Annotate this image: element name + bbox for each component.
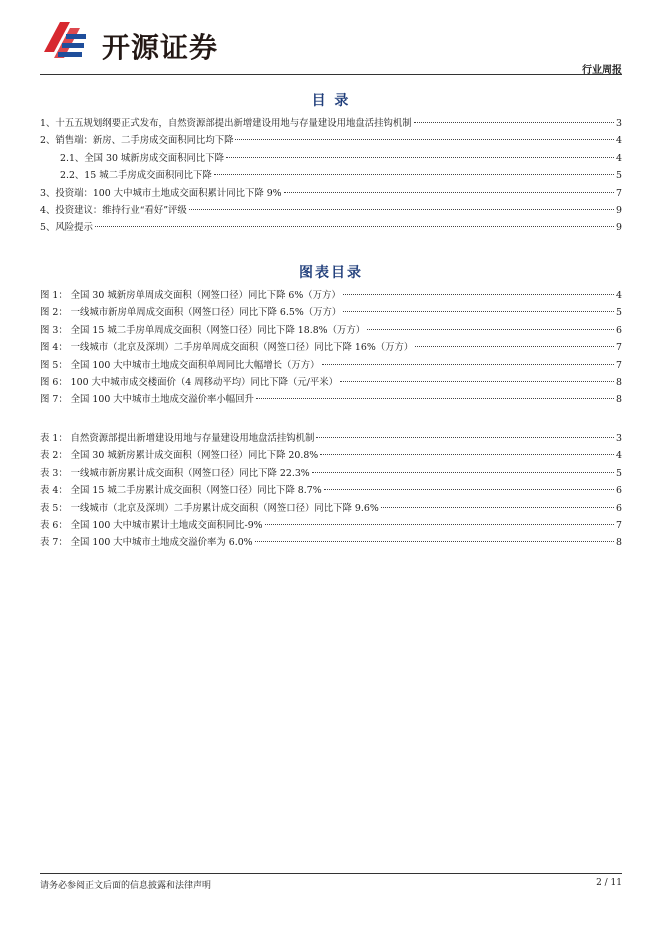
dot-leader xyxy=(189,209,614,210)
toc-list xyxy=(40,115,622,237)
dot-leader xyxy=(322,364,615,365)
toc-entry[interactable] xyxy=(40,132,622,149)
toc-entry[interactable] xyxy=(40,391,622,408)
dot-leader xyxy=(95,226,614,227)
toc-entry[interactable] xyxy=(40,482,622,499)
entry-title[interactable]: 图 7： 全国 100 大中城市土地成交溢价率小幅回升 xyxy=(40,394,254,406)
toc-title: 目 录 xyxy=(311,93,351,109)
entry-page-number[interactable]: 5 xyxy=(616,170,622,182)
entry-page-number[interactable]: 4 xyxy=(616,135,622,147)
entry-page-number[interactable]: 3 xyxy=(616,433,622,444)
entry-page-number[interactable]: 5 xyxy=(616,307,622,319)
toc-entry[interactable] xyxy=(40,185,622,202)
entry-title[interactable]: 图 1： 全国 30 城新房单周成交面积（网签口径）同比下降 6%（万方） xyxy=(40,290,341,301)
dot-leader xyxy=(381,507,614,508)
toc-entry[interactable] xyxy=(40,339,622,356)
toc-entry[interactable] xyxy=(40,357,622,374)
entry-page-number[interactable]: 8 xyxy=(616,394,622,406)
figures-title: 图表目录 xyxy=(299,265,363,281)
toc-entry[interactable] xyxy=(40,115,622,132)
footer-disclaimer: 请务必参阅正文后面的信息披露和法律声明 xyxy=(40,881,212,891)
dot-leader xyxy=(324,489,614,490)
dot-leader xyxy=(284,192,614,193)
dot-leader xyxy=(265,524,614,525)
entry-page-number[interactable]: 8 xyxy=(616,376,622,388)
toc-entry[interactable] xyxy=(40,430,622,447)
toc-entry[interactable] xyxy=(40,150,622,167)
entry-page-number[interactable]: 4 xyxy=(616,152,622,164)
entry-page-number[interactable]: 6 xyxy=(616,324,622,336)
toc-entry[interactable] xyxy=(40,202,622,219)
entry-page-number[interactable]: 9 xyxy=(616,204,622,216)
kaiyuan-logo-icon xyxy=(40,18,90,64)
dot-leader xyxy=(256,398,614,399)
header-divider xyxy=(40,74,622,75)
dot-leader xyxy=(255,541,614,542)
toc-entry[interactable] xyxy=(40,167,622,184)
entry-title[interactable]: 图 3： 全国 15 城二手房单周成交面积（网签口径）同比下降 18.8%（万方） xyxy=(40,324,366,336)
toc-entry[interactable] xyxy=(40,500,622,517)
figure-list xyxy=(40,287,622,409)
entry-page-number[interactable]: 4 xyxy=(616,450,622,462)
entry-page-number[interactable]: 7 xyxy=(616,359,622,371)
entry-title[interactable]: 表 3： 一线城市新房累计成交面积（网签口径）同比下降 22.3% xyxy=(40,467,310,479)
entry-title[interactable]: 表 2： 全国 30 城新房累计成交面积（网签口径）同比下降 20.8% xyxy=(40,450,319,462)
dot-leader xyxy=(343,311,614,312)
entry-title[interactable]: 2.2、15 城二手房成交面积同比下降 xyxy=(60,170,212,182)
entry-title[interactable]: 表 7： 全国 100 大中城市土地成交溢价率为 6.0% xyxy=(40,537,253,549)
entry-title[interactable]: 表 4： 全国 15 城二手房累计成交面积（网签口径）同比下降 8.7% xyxy=(40,485,322,497)
entry-page-number[interactable]: 6 xyxy=(616,502,622,514)
toc-entry[interactable] xyxy=(40,287,622,304)
company-logo xyxy=(40,14,250,64)
entry-title[interactable]: 4、投资建议：维持行业“看好”评级 xyxy=(40,204,187,216)
entry-title[interactable]: 2.1、全国 30 城新房成交面积同比下降 xyxy=(60,152,225,164)
entry-page-number[interactable]: 6 xyxy=(616,485,622,497)
entry-title[interactable]: 1、十五五规划纲要正式发布，自然资源部提出新增建设用地与存量建设用地盘活挂钩机制 xyxy=(40,118,412,129)
toc-entry[interactable] xyxy=(40,374,622,391)
dot-leader xyxy=(343,294,614,295)
entry-page-number[interactable]: 7 xyxy=(616,519,622,531)
entry-title[interactable]: 图 5： 全国 100 大中城市土地成交面积单周同比大幅增长（万方） xyxy=(40,359,320,371)
entry-title[interactable]: 表 6： 全国 100 大中城市累计土地成交面积同比-9% xyxy=(40,519,263,531)
toc-entry[interactable] xyxy=(40,517,622,534)
toc-entry[interactable] xyxy=(40,447,622,464)
entry-page-number[interactable]: 9 xyxy=(616,222,622,234)
entry-page-number[interactable]: 7 xyxy=(616,342,622,354)
entry-title[interactable]: 表 5： 一线城市（北京及深圳）二手房累计成交面积（网签口径）同比下降 9.6% xyxy=(40,502,379,514)
table-list xyxy=(40,430,622,552)
toc-entry[interactable] xyxy=(40,322,622,339)
toc-entry[interactable] xyxy=(40,304,622,321)
dot-leader xyxy=(316,437,614,438)
entry-page-number[interactable]: 3 xyxy=(616,118,622,129)
dot-leader xyxy=(367,329,614,330)
entry-title[interactable]: 图 6： 100 大中城市成交楼面价（4 周移动平均）同比下降（元/平米） xyxy=(40,376,339,388)
toc-entry[interactable] xyxy=(40,465,622,482)
dot-leader xyxy=(320,454,614,455)
entry-title[interactable]: 2、销售端：新房、二手房成交面积同比均下降 xyxy=(40,135,234,147)
dot-leader xyxy=(235,139,614,140)
entry-page-number[interactable]: 8 xyxy=(616,537,622,549)
page-number: 2 / 11 xyxy=(596,878,622,888)
entry-title[interactable]: 表 1： 自然资源部提出新增建设用地与存量建设用地盘活挂钩机制 xyxy=(40,433,315,444)
entry-page-number[interactable]: 7 xyxy=(616,187,622,199)
dot-leader xyxy=(226,157,614,158)
dot-leader xyxy=(415,346,614,347)
report-type-label: 行业周报 xyxy=(582,65,622,76)
entry-title[interactable]: 5、风险提示 xyxy=(40,222,93,234)
toc-entry[interactable] xyxy=(40,534,622,551)
entry-title[interactable]: 图 4： 一线城市（北京及深圳）二手房单周成交面积（网签口径）同比下降 16%（万方） xyxy=(40,342,414,354)
dot-leader xyxy=(340,381,614,382)
toc-entry[interactable] xyxy=(40,219,622,236)
dot-leader xyxy=(312,472,614,473)
dot-leader xyxy=(214,174,614,175)
entry-title[interactable]: 3、投资端：100 大中城市土地成交面积累计同比下降 9% xyxy=(40,187,282,199)
dot-leader xyxy=(414,122,614,123)
footer-divider xyxy=(40,873,622,874)
entry-title[interactable]: 图 2： 一线城市新房单周成交面积（网签口径）同比下降 6.5%（万方） xyxy=(40,307,342,319)
logo-text: 开源证券 xyxy=(102,31,219,64)
entry-page-number[interactable]: 4 xyxy=(616,290,622,301)
entry-page-number[interactable]: 5 xyxy=(616,467,622,479)
